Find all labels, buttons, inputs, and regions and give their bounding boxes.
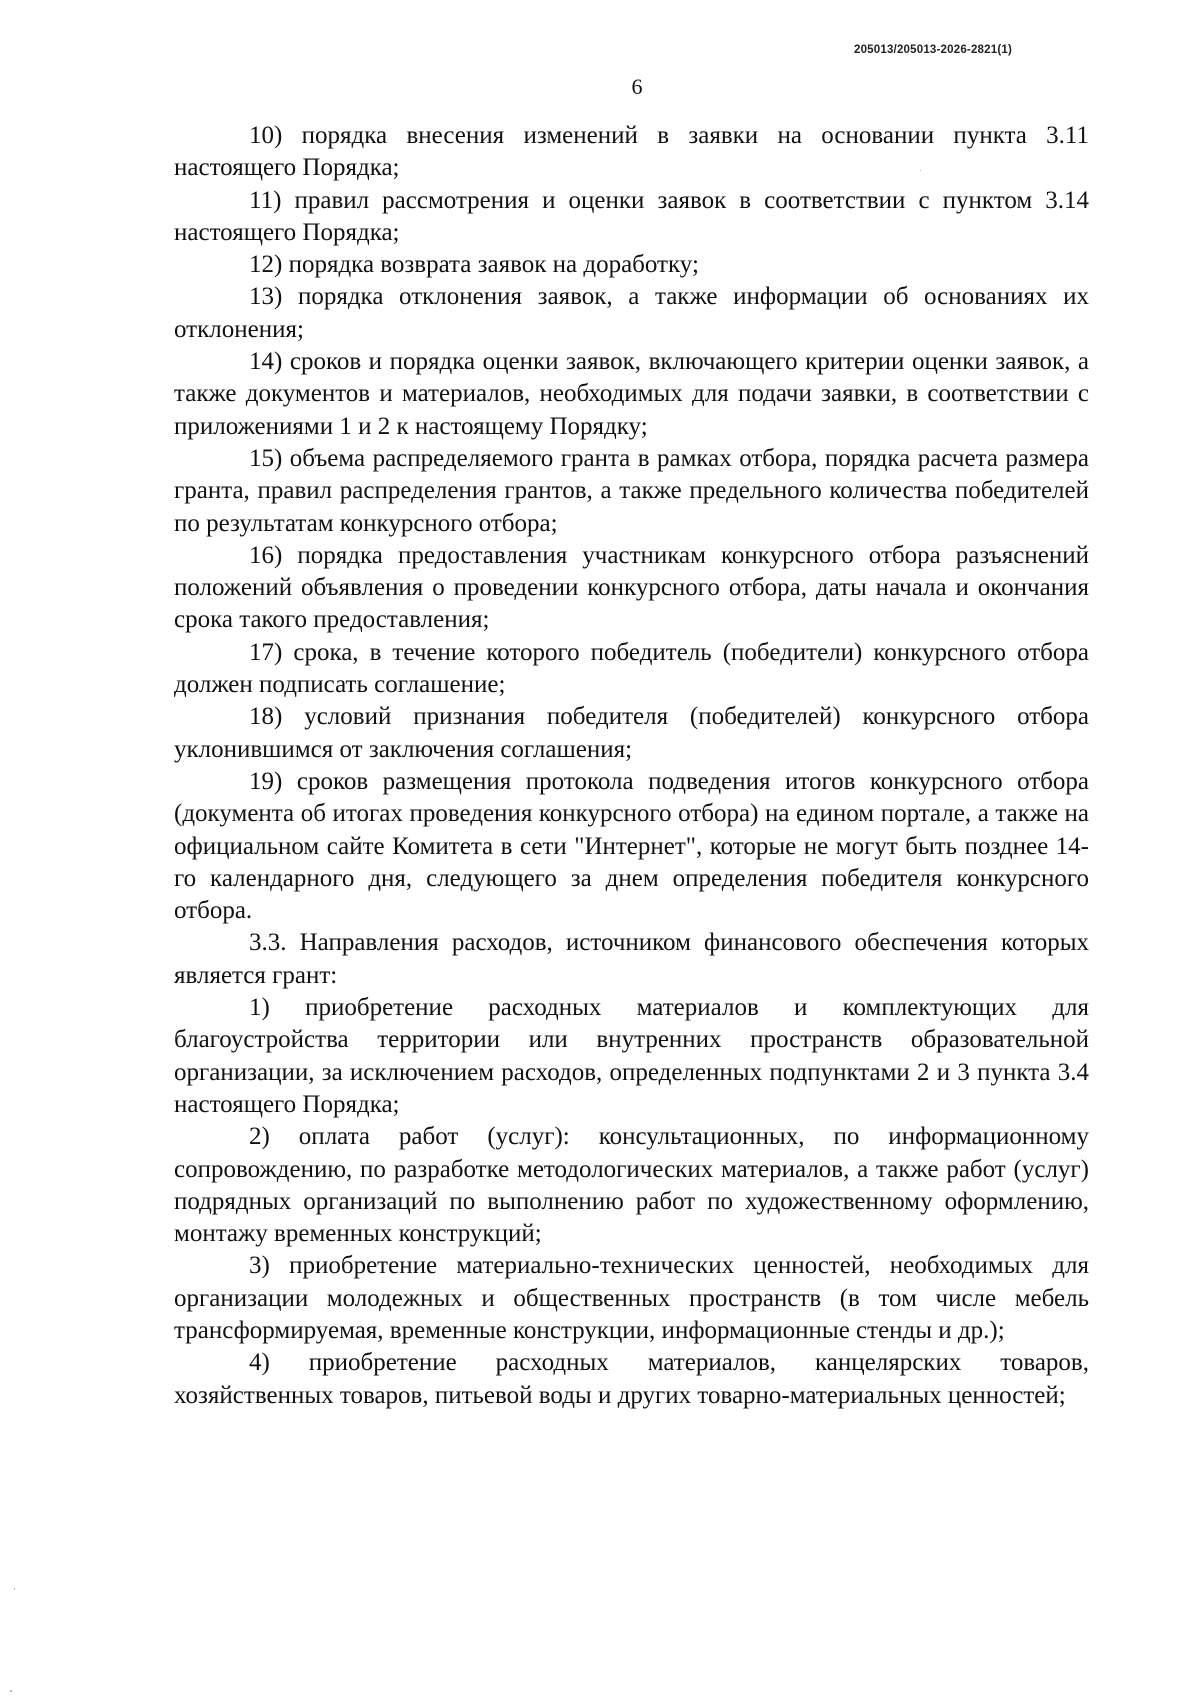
list-item-16: 16) порядка предоставления участникам конкурсного отбора разъяснений положений объявления о проведении конкурсного отбора, даты начала и окончания срока такого предоставления; (174, 541, 1089, 634)
list-item-10: 10) порядка внесения изменений в заявки на основании пункта 3.11 настоящего Порядка; (174, 122, 1089, 182)
expense-item-3: 3) приобретение материально-технических ценностей, необходимых для организации молодежных и общественных пространств (в том числе мебель трансформируемая, временные конструкции, информационные стенды и др.); (174, 1252, 1089, 1344)
scan-artifact-left (14, 1588, 15, 1590)
document-registration-number: 205013/205013-2026-2821(1) (853, 44, 1012, 56)
list-item-11: 11) правил рассмотрения и оценки заявок в соответствии с пунктом 3.14 настоящего Порядка; (174, 186, 1089, 246)
list-item-13: 13) порядка отклонения заявок, а также информации об основаниях их отклонения; (174, 283, 1089, 343)
scan-artifact-bottom (10, 1690, 12, 1692)
list-item-18: 18) условий признания победителя (победителей) конкурсного отбора уклонившимся от заключения соглашения; (174, 703, 1089, 763)
expense-item-2: 2) оплата работ (услуг): консультационных, по информационному сопровождению, по разработке методологических материалов, а также работ (услуг) подрядных организаций по выполнению работ по художественному оформлению, монтажу временных конструкций; (174, 1123, 1089, 1248)
list-item-12: 12) порядка возврата заявок на доработку; (249, 251, 699, 279)
scan-artifact-top (920, 170, 921, 171)
expense-item-4: 4) приобретение расходных материалов, канцелярских товаров, хозяйственных товаров, питьевой воды и других товарно-материальных ценностей; (174, 1349, 1089, 1409)
list-item-17: 17) срока, в течение которого победитель (победители) конкурсного отбора должен подписать соглашение; (174, 638, 1089, 699)
list-item-15: 15) объема распределяемого гранта в рамках отбора, порядка расчета размера гранта, правил распределения грантов, а также предельного количества победителей по результатам конкурсного отбора; (174, 444, 1089, 537)
document-body (174, 120, 1089, 1412)
list-item-14: 14) сроков и порядка оценки заявок, включающего критерии оценки заявок, а также документов и материалов, необходимых для подачи заявки, в соответствии с приложениями 1 и 2 к настоящему Порядку; (174, 348, 1089, 440)
list-item-19: 19) сроков размещения протокола подведения итогов конкурсного отбора (документа об итогах проведения конкурсного отбора) на едином портале, а также на официальном сайте Комитета в сети "Интернет", которые не могут быть позднее 14-го календарного дня, следующего за днем определения победителя конкурсного отбора. (174, 767, 1089, 925)
page-number: 6 (631, 74, 643, 99)
section-3-3-heading: 3.3. Направления расходов, источником финансового обеспечения которых является грант: (174, 929, 1089, 989)
expense-item-1: 1) приобретение расходных материалов и комплектующих для благоустройства территории или внутренних пространств образовательной организации, за исключением расходов, определенных подпунктами 2 и 3 пункта 3.4 настоящего Порядка; (174, 994, 1089, 1118)
